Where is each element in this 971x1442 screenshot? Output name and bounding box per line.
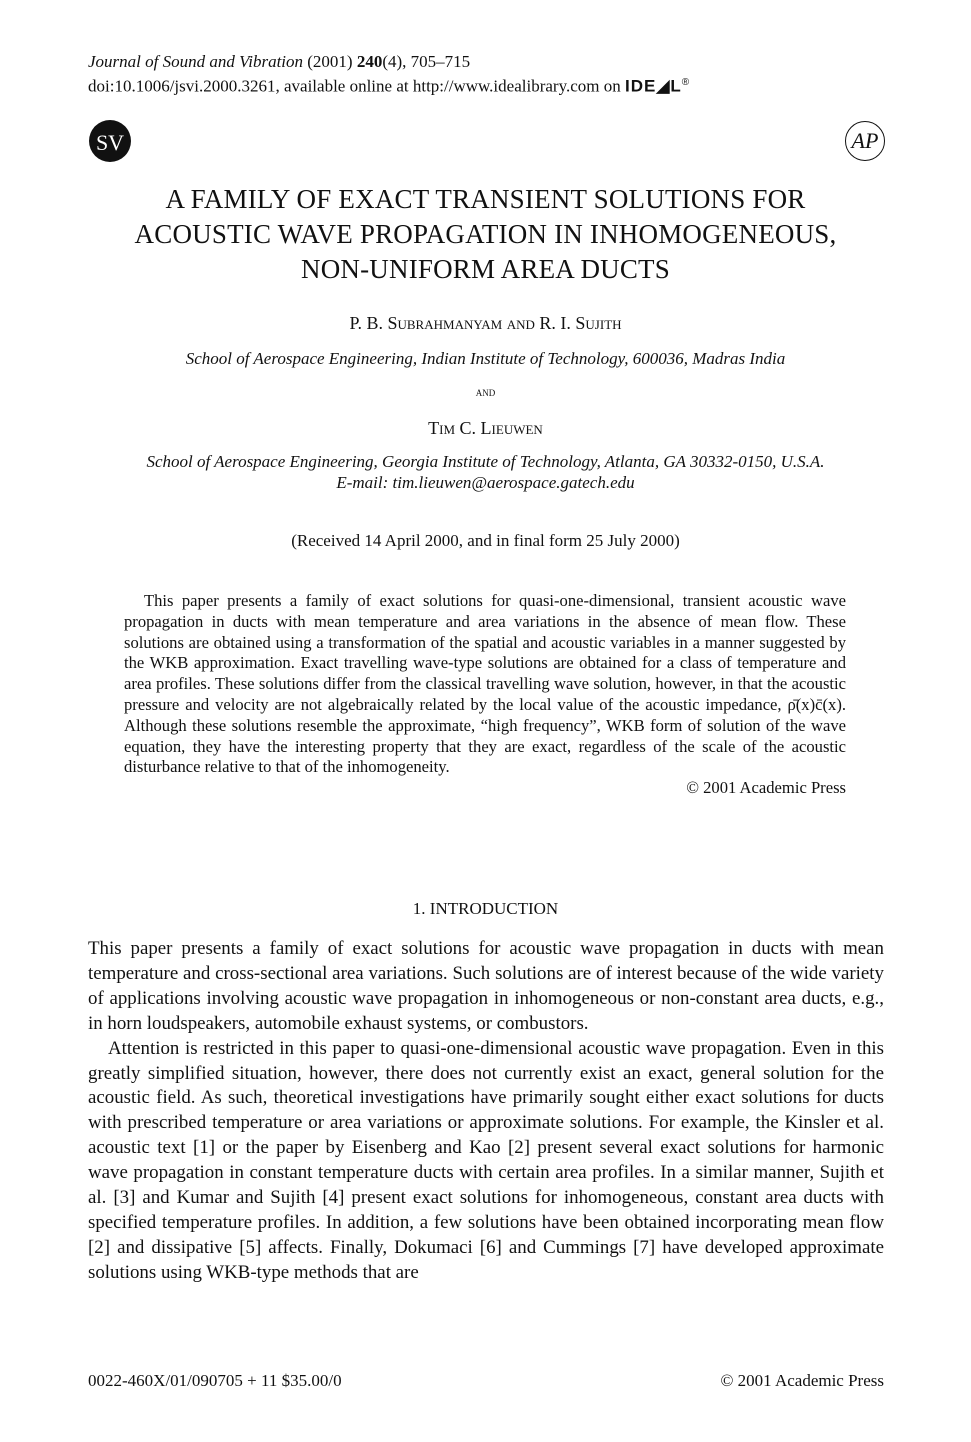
paragraph: Attention is restricted in this paper to quasi-one-dimensional acoustic wave propagation. Even in this greatly simplified situation, however, there does not currently exist an exact, general solution for the acoustic field. As such, theoretical investigations have primarily sought either exact solutions for ducts with prescribed temperature or area variations or approximate solutions. For example, the Kinsler et al. acoustic text [1] or the paper by Eisenberg and Kao [2] present several exact solutions for harmonic wave propagation in constant temperature ducts with certain area profiles. In a similar manner, Sujith et al. [3] and Kumar and Sujith [4] present exact solutions for inhomogeneous, constant area ducts with specified temperature profiles. In addition, a few solutions have been obtained incorporating mean flow [2] and dissipative [5] affects. Finally, Dokumaci [6] and Cummings [7] have developed approximate solutions using WKB-type methods that are bbox=[88, 1037, 884, 1283]
title-line-2: ACOUSTIC WAVE PROPAGATION IN INHOMOGENEOUS, bbox=[134, 219, 837, 249]
body-text bbox=[88, 937, 884, 1286]
ap-logo-icon: AP bbox=[845, 121, 885, 161]
footer-copyright: © 2001 Academic Press bbox=[720, 1371, 884, 1390]
journal-year: (2001) bbox=[307, 52, 353, 71]
author-group-1: P. B. Subrahmanyam and R. I. Sujith bbox=[349, 313, 622, 333]
ideal-logo-icon: IDE◢L® bbox=[624, 76, 691, 96]
journal-volume: 240 bbox=[356, 52, 383, 71]
journal-name: Journal of Sound and Vibration bbox=[88, 52, 304, 71]
author-email: E-mail: tim.lieuwen@aerospace.gatech.edu bbox=[336, 473, 635, 492]
abstract-copyright: © 2001 Academic Press bbox=[686, 778, 846, 798]
title-line-3: NON-UNIFORM AREA DUCTS bbox=[301, 254, 670, 284]
section-heading: 1. INTRODUCTION bbox=[412, 899, 559, 918]
abstract bbox=[124, 591, 846, 799]
author-group-2: Tim C. Lieuwen bbox=[428, 418, 543, 438]
title-line-1: A FAMILY OF EXACT TRANSIENT SOLUTIONS FOR bbox=[165, 184, 806, 214]
sv-logo-icon: SV bbox=[89, 120, 131, 162]
abstract-text: This paper presents a family of exact solutions for quasi-one-dimensional, transient acoustic wave propagation in ducts with mean temperature and area variations in the absence of mean flow. These solutions are obtained using a transformation of the spatial and acoustic variables in a manner suggested by the WKB approximation. Exact travelling wave-type solutions are obtained for a class of temperature and area profiles. These solutions differ from the classical travelling wave solution, however, in that the acoustic pressure and velocity are not algebraically related by the local value of the acoustic impedance, ρ̄(x)c̄(x). Although these solutions resemble the approximate, “high frequency”, WKB form of solution of the wave equation, they have the interesting property that they are exact, regardless of the scale of the acoustic disturbance relative to that of the inhomogeneity. bbox=[124, 591, 846, 777]
journal-citation bbox=[88, 51, 470, 72]
doi-line bbox=[88, 72, 690, 97]
affiliation-1: School of Aerospace Engineering, Indian Institute of Technology, 600036, Madras India bbox=[185, 349, 786, 368]
paper-title bbox=[60, 182, 911, 287]
paragraph: This paper presents a family of exact solutions for acoustic wave propagation in ducts with mean temperature and cross-sectional area variations. Such solutions are of interest because of the wide variety of applications involving acoustic wave propagation in inhomogeneous or non-constant area ducts, e.g., in horn loudspeakers, automobile exhaust systems, or combustors. bbox=[88, 938, 884, 1034]
received-dates: (Received 14 April 2000, and in final form 25 July 2000) bbox=[291, 531, 680, 550]
footer-code: 0022-460X/01/090705 + 11 $35.00/0 bbox=[88, 1371, 342, 1390]
journal-issue-pages: (4), 705–715 bbox=[382, 52, 471, 71]
author-separator: and bbox=[475, 384, 496, 399]
doi-text: doi:10.1006/jsvi.2000.3261, available online at http://www.idealibrary.com on bbox=[88, 76, 621, 96]
affiliation-2: School of Aerospace Engineering, Georgia Institute of Technology, Atlanta, GA 30332-0150, U.S.A. bbox=[146, 452, 825, 471]
